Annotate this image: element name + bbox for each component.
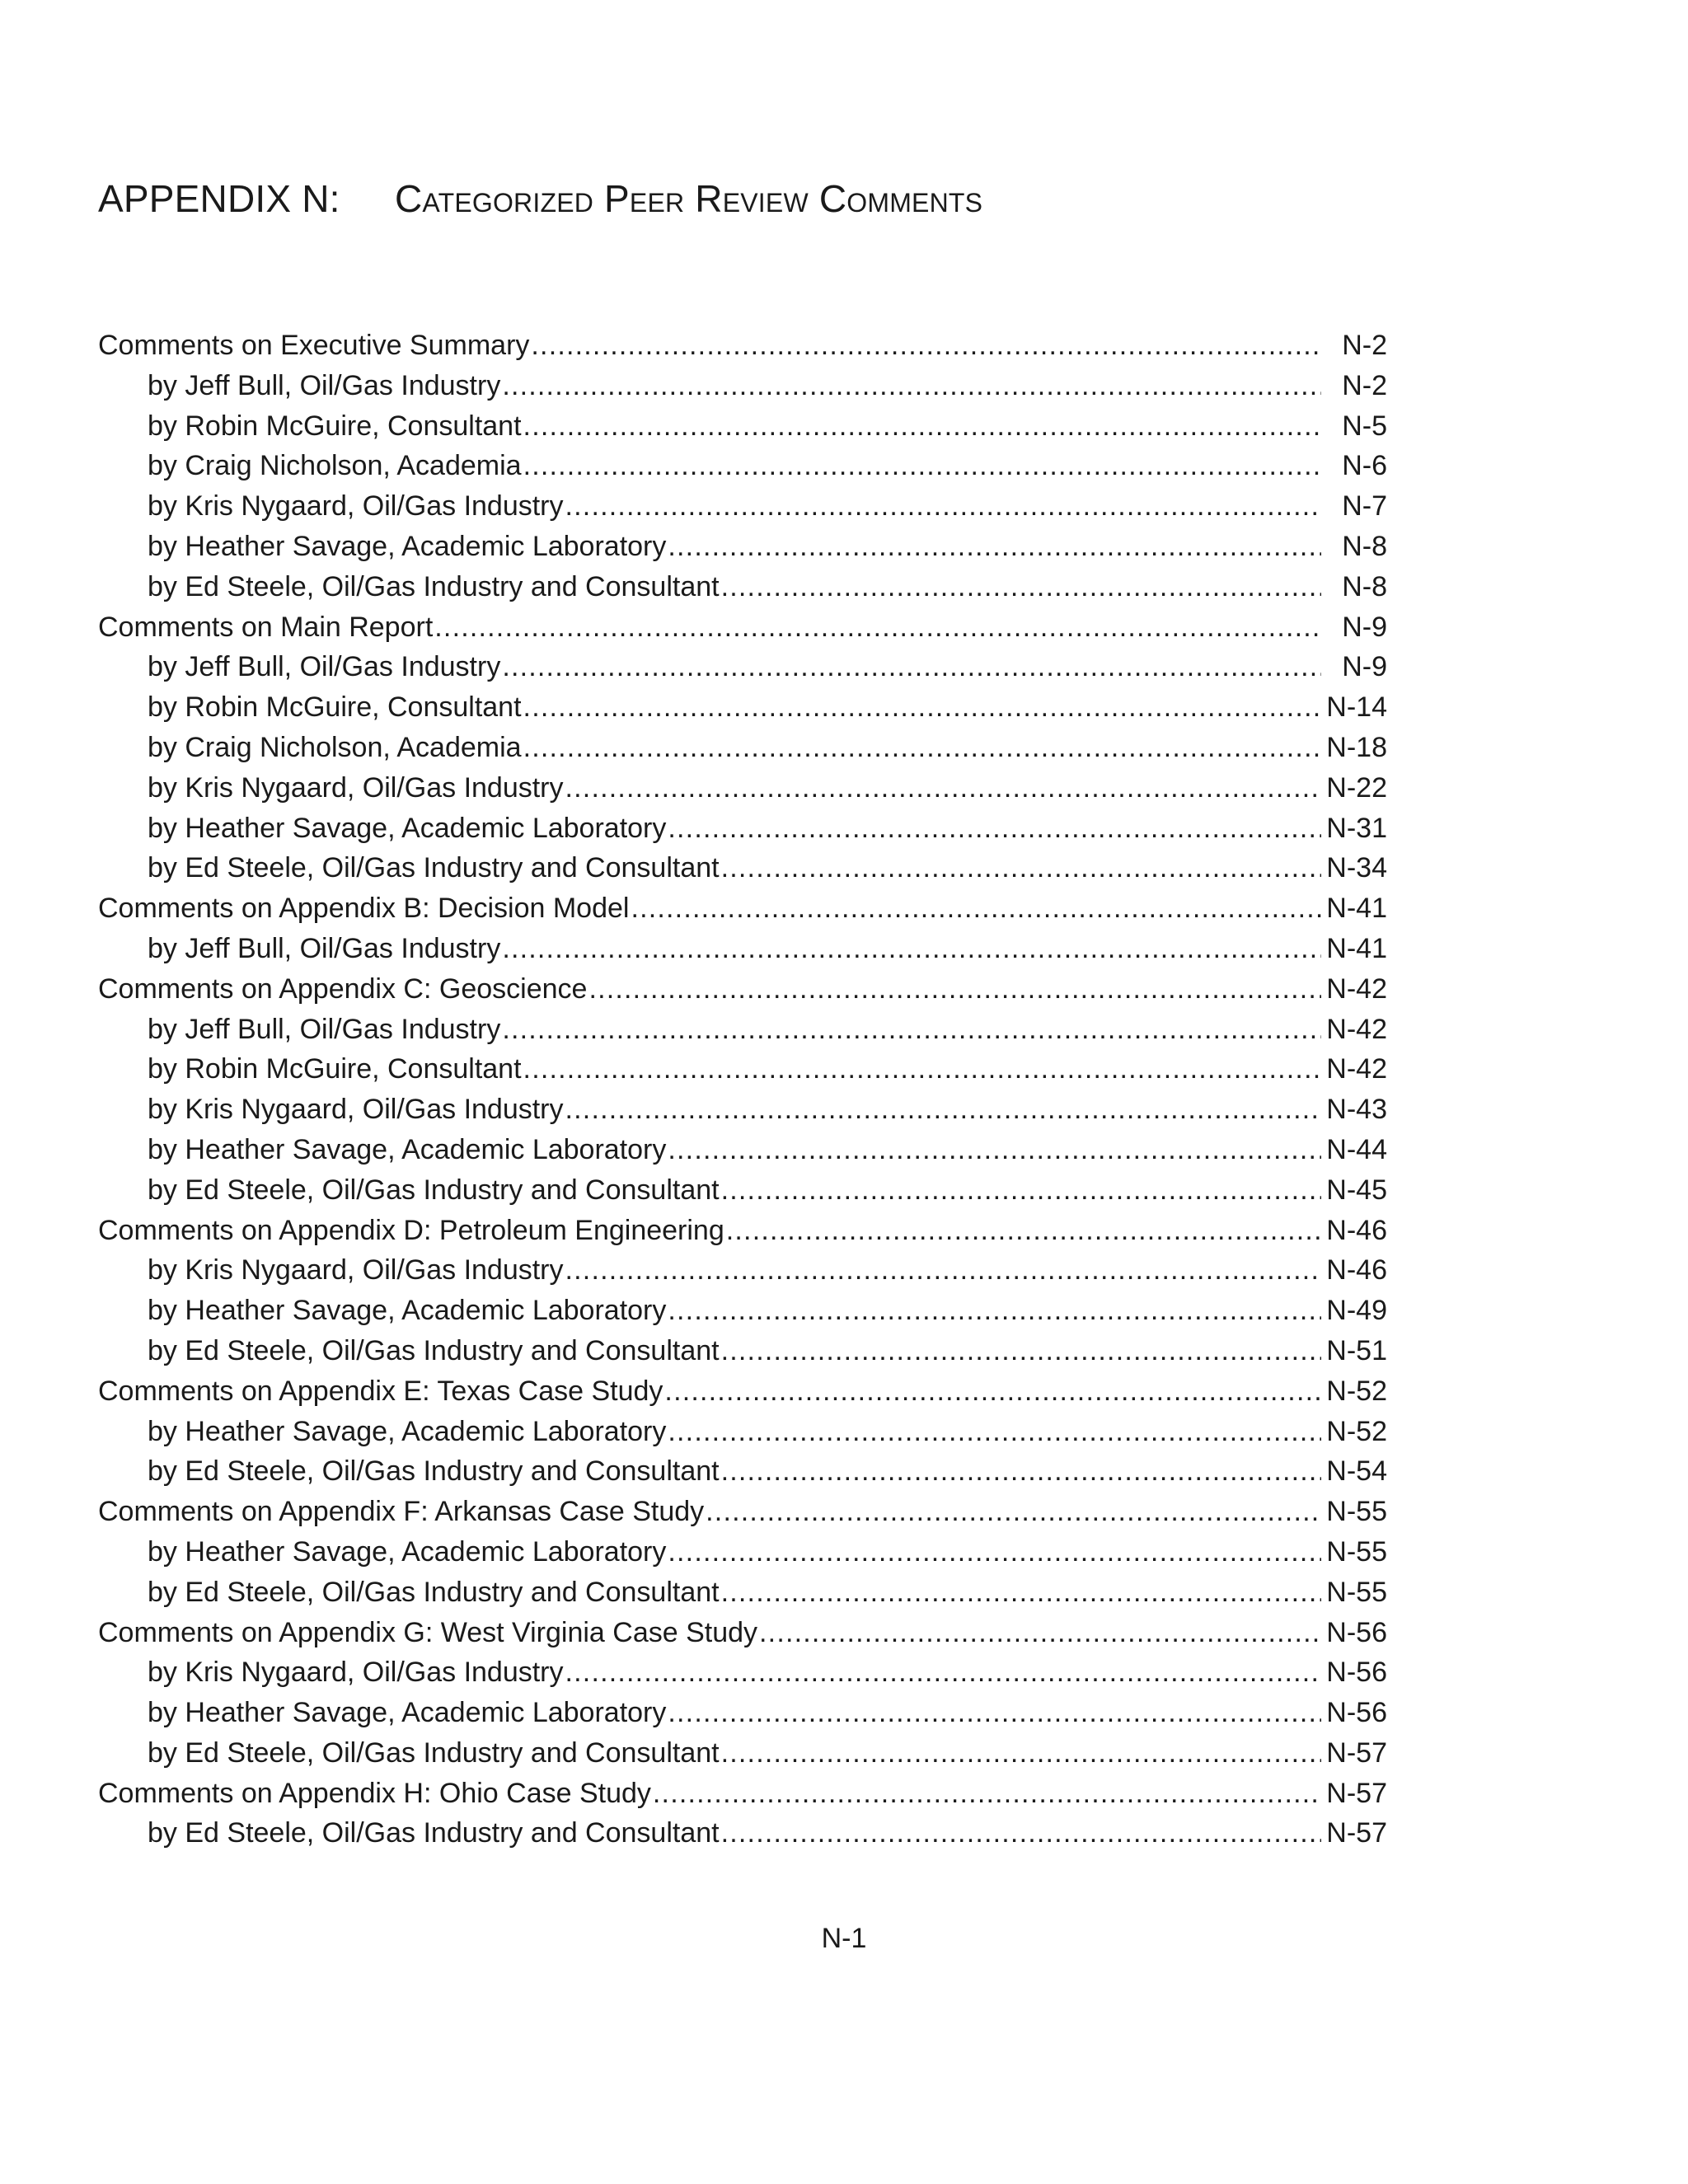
toc-page-number: N-34 [1326,852,1387,884]
toc-entry-text: by Kris Nygaard, Oil/Gas Industry [148,771,564,804]
toc-section-entry[interactable] [98,1371,1387,1412]
toc-entry-text: Comments on Appendix H: Ohio Case Study [98,1777,651,1809]
dot-leader [721,1733,1321,1774]
toc-entry-text: by Kris Nygaard, Oil/Gas Industry [148,1657,564,1689]
toc-entry-text: by Ed Steele, Oil/Gas Industry and Consultant [148,1576,720,1608]
dot-leader [588,969,1321,1010]
toc-entry-text: by Robin McGuire, Consultant [148,1053,522,1085]
toc-subentry[interactable] [98,808,1387,849]
dot-leader [721,848,1321,888]
toc-entry-text: by Jeff Bull, Oil/Gas Industry [148,651,501,683]
dot-leader [653,1774,1321,1814]
dot-leader [565,1250,1321,1291]
toc-entry-text: by Jeff Bull, Oil/Gas Industry [148,932,501,964]
toc-entry-text: by Heather Savage, Academic Laboratory [148,1415,667,1447]
toc-subentry[interactable] [98,366,1387,406]
toc-entry-text: by Ed Steele, Oil/Gas Industry and Consultant [148,1736,720,1769]
toc-entry-text: by Heather Savage, Academic Laboratory [148,1295,667,1327]
toc-page-number: N-14 [1326,691,1387,724]
toc-subentry[interactable] [98,647,1387,687]
dot-leader [668,527,1321,567]
toc-entry-text: by Kris Nygaard, Oil/Gas Industry [148,1094,564,1126]
dot-leader [668,1532,1321,1572]
toc-entry-text: by Heather Savage, Academic Laboratory [148,1133,667,1165]
toc-entry-text: Comments on Appendix F: Arkansas Case Study [98,1496,705,1528]
toc-page-number: N-18 [1326,731,1387,763]
toc-section-entry[interactable] [98,607,1387,648]
appendix-label: APPENDIX N: [98,177,340,220]
toc-section-entry[interactable] [98,326,1387,366]
dot-leader [668,1693,1321,1733]
toc-entry-text: by Ed Steele, Oil/Gas Industry and Consultant [148,1334,720,1366]
dot-leader [502,647,1321,687]
toc-subentry[interactable] [98,768,1387,808]
toc-page-number: N-56 [1326,1697,1387,1729]
toc-subentry[interactable] [98,1090,1387,1130]
dot-leader [523,1049,1321,1090]
toc-subentry[interactable] [98,567,1387,607]
toc-page-number: N-51 [1326,1334,1387,1366]
dot-leader [523,687,1321,728]
toc-section-entry[interactable] [98,1613,1387,1653]
toc-entry-text: by Heather Savage, Academic Laboratory [148,812,667,844]
toc-page-number: N-55 [1326,1535,1387,1568]
toc-entry-text: Comments on Executive Summary [98,330,530,361]
toc-subentry[interactable] [98,1451,1387,1492]
toc-page-number: N-41 [1326,932,1387,964]
dot-leader [759,1613,1321,1653]
page-number: N-1 [821,1923,867,1954]
toc-page-number: N-55 [1326,1496,1387,1528]
toc-section-entry[interactable] [98,888,1387,929]
toc-page-number: N-55 [1326,1576,1387,1608]
toc-page-number: N-46 [1326,1254,1387,1286]
toc-entry-text: by Heather Savage, Academic Laboratory [148,1697,667,1729]
toc-entry-text: by Jeff Bull, Oil/Gas Industry [148,1013,501,1045]
toc-subentry[interactable] [98,687,1387,728]
toc-page-number: N-56 [1326,1616,1387,1648]
toc-page-number: N-22 [1326,771,1387,804]
dot-leader [502,929,1321,969]
toc-subentry[interactable] [98,1813,1387,1854]
toc-page-number: N-5 [1342,410,1387,442]
toc-page-number: N-8 [1342,570,1387,602]
toc-entry-text: by Kris Nygaard, Oil/Gas Industry [148,1254,564,1286]
toc-page-number: N-7 [1342,490,1387,523]
toc-subentry[interactable] [98,1733,1387,1774]
toc-entry-text: by Ed Steele, Oil/Gas Industry and Consultant [148,1174,720,1206]
toc-page-number: N-44 [1326,1133,1387,1165]
toc-section-entry[interactable] [98,1774,1387,1814]
toc-entry-text: by Heather Savage, Academic Laboratory [148,530,667,562]
toc-entry-text: by Ed Steele, Oil/Gas Industry and Consultant [148,570,720,602]
dot-leader [721,1331,1321,1371]
toc-subentry[interactable] [98,1170,1387,1211]
toc-subentry[interactable] [98,1412,1387,1452]
toc-page-number: N-57 [1326,1817,1387,1849]
toc-entry-text: Comments on Appendix E: Texas Case Study [98,1375,663,1407]
appendix-title: Categorized Peer Review Comments [395,177,983,220]
toc-entry-text: by Ed Steele, Oil/Gas Industry and Consultant [148,1455,720,1488]
toc-page-number: N-9 [1342,611,1387,643]
toc-entry-text: Comments on Main Report [98,611,434,643]
dot-leader [631,888,1321,929]
toc-page-number: N-42 [1326,1013,1387,1045]
toc-subentry[interactable] [98,1331,1387,1371]
toc-entry-text: by Ed Steele, Oil/Gas Industry and Consultant [148,1817,720,1849]
toc-subentry[interactable] [98,848,1387,888]
toc-subentry[interactable] [98,1572,1387,1613]
toc-entry-text: by Ed Steele, Oil/Gas Industry and Consultant [148,852,720,884]
dot-leader [721,1813,1321,1854]
dot-leader [668,808,1321,849]
dot-leader [726,1211,1321,1251]
toc-page-number: N-8 [1342,530,1387,562]
toc-section-entry[interactable] [98,969,1387,1010]
toc-page-number: N-57 [1326,1736,1387,1769]
toc-entry-text: Comments on Appendix B: Decision Model [98,893,630,925]
toc-page-number: N-42 [1326,972,1387,1005]
toc-page-number: N-45 [1326,1174,1387,1206]
toc-page-number: N-42 [1326,1053,1387,1085]
toc-subentry[interactable] [98,929,1387,969]
toc-section-entry[interactable] [98,1211,1387,1251]
dot-leader [565,1090,1321,1130]
toc-page-number: N-2 [1342,369,1387,401]
toc-page-number: N-52 [1326,1415,1387,1447]
toc-page-number: N-49 [1326,1295,1387,1327]
toc-entry-text: by Kris Nygaard, Oil/Gas Industry [148,490,564,523]
toc-subentry[interactable] [98,1291,1387,1331]
dot-leader [565,768,1321,808]
toc-subentry[interactable] [98,446,1387,486]
dot-leader [502,1010,1321,1050]
toc-subentry[interactable] [98,1130,1387,1170]
toc-entry-text: by Craig Nicholson, Academia [148,731,522,763]
dot-leader [502,366,1321,406]
dot-leader [721,1170,1321,1211]
toc-entry-text: by Robin McGuire, Consultant [148,410,522,442]
toc-subentry[interactable] [98,406,1387,447]
toc-subentry[interactable] [98,728,1387,768]
dot-leader [565,1652,1321,1693]
dot-leader [706,1492,1321,1532]
toc-page-number: N-56 [1326,1657,1387,1689]
toc-entry-text: by Craig Nicholson, Academia [148,450,522,482]
toc-entry-text: by Heather Savage, Academic Laboratory [148,1535,667,1568]
toc-entry-text: Comments on Appendix D: Petroleum Engineering [98,1214,724,1246]
toc-subentry[interactable] [98,1693,1387,1733]
dot-leader [668,1412,1321,1452]
toc-entry-text: by Robin McGuire, Consultant [148,691,522,724]
toc-entry-text: by Jeff Bull, Oil/Gas Industry [148,369,501,401]
dot-leader [668,1130,1321,1170]
page-title [98,177,983,220]
toc-page-number: N-54 [1326,1455,1387,1488]
toc-page-number: N-52 [1326,1375,1387,1407]
toc-page-number: N-46 [1326,1214,1387,1246]
toc-subentry[interactable] [98,1010,1387,1050]
dot-leader [523,446,1321,486]
dot-leader [721,567,1321,607]
toc-section-entry[interactable] [98,1492,1387,1532]
toc-entry-text: Comments on Appendix C: Geoscience [98,972,588,1005]
toc-subentry[interactable] [98,1049,1387,1090]
dot-leader [721,1451,1321,1492]
toc-page-number: N-57 [1326,1777,1387,1809]
dot-leader [664,1371,1321,1412]
toc-subentry[interactable] [98,527,1387,567]
toc-subentry[interactable] [98,1532,1387,1572]
dot-leader [565,486,1321,527]
toc-page-number: N-9 [1342,651,1387,683]
dot-leader [668,1291,1321,1331]
toc-page-number: N-41 [1326,893,1387,925]
toc-page-number: N-43 [1326,1094,1387,1126]
toc-page-number: N-6 [1342,450,1387,482]
dot-leader [523,406,1321,447]
toc-subentry[interactable] [98,1250,1387,1291]
toc-subentry[interactable] [98,1652,1387,1693]
toc-page-number: N-31 [1326,812,1387,844]
dot-leader [523,728,1321,768]
toc-page-number: N-2 [1342,330,1387,361]
dot-leader [721,1572,1321,1613]
dot-leader [531,326,1321,366]
table-of-contents [98,326,1387,1854]
dot-leader [434,607,1321,648]
toc-subentry[interactable] [98,486,1387,527]
toc-entry-text: Comments on Appendix G: West Virginia Case Study [98,1616,758,1648]
